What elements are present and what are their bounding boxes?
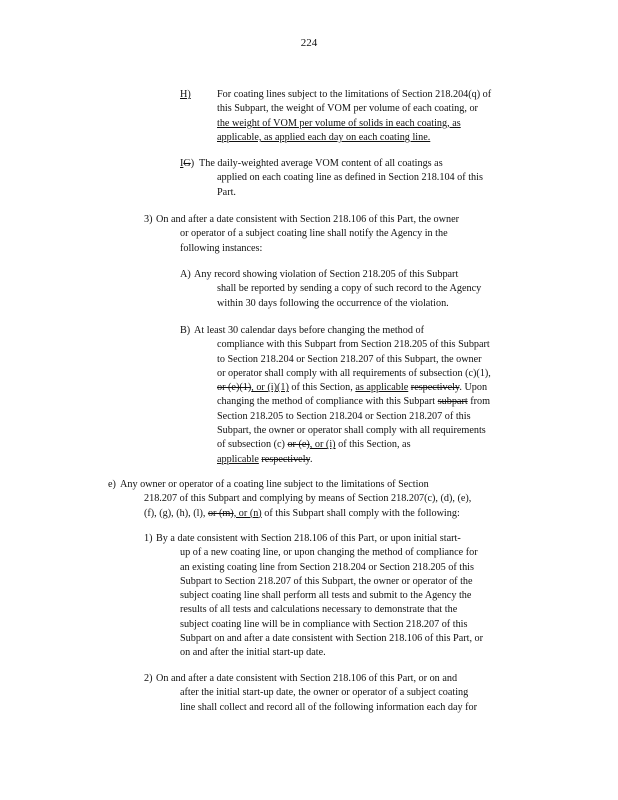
plain-text: .	[309, 453, 313, 465]
text-line: By a date consistent with Section 218.106 of this Part, or upon initial start-	[156, 533, 461, 544]
item-label: e)	[108, 479, 116, 490]
text-line: Section 218.205 to Section 218.204 or Section 218.207 of this	[217, 410, 471, 422]
plain-text: . Upon	[459, 382, 488, 394]
inserted-text: , or (i)	[309, 439, 336, 451]
text-line-mixed	[144, 507, 471, 521]
deleted-text: subpart	[437, 396, 468, 408]
item-B	[180, 324, 190, 338]
item-A-text	[217, 282, 481, 311]
item-1	[144, 532, 153, 546]
item-IG-text-cont	[217, 171, 483, 200]
text-line: within 30 days following the occurrence of the violation.	[217, 297, 449, 309]
plain-text: changing the method of compliance with this Subpart	[217, 396, 438, 408]
item-label: A)	[180, 269, 191, 280]
text-line: The daily-weighted average VOM content of all coatings as	[199, 158, 443, 169]
inserted-line: the weight of VOM per volume of solids in each coating, as	[217, 117, 461, 129]
inserted-text: applicable	[217, 453, 259, 465]
text-line: following instances:	[180, 242, 263, 254]
item-label: 2)	[144, 673, 153, 684]
text-line: On and after a date consistent with Section 218.106 of this Part, or on and	[156, 673, 458, 684]
item-e-first	[120, 478, 429, 492]
text-line: up of a new coating line, or upon changing the method of compliance for	[180, 547, 478, 559]
item-label: 1)	[144, 533, 153, 544]
plain-text: (f), (g), (h), (l),	[144, 507, 208, 519]
deleted-text: respectively	[410, 382, 460, 394]
inserted-text: , or (i)(1)	[251, 382, 289, 394]
deleted-text: respectively	[261, 453, 310, 465]
text-line: Any owner or operator of a coating line subject to the limitations of Section	[120, 479, 429, 490]
item-B-text	[217, 338, 491, 467]
item-label	[180, 157, 194, 171]
text-line: compliance with this Subpart from Section 218.205 of this Subpart	[217, 339, 490, 351]
page-number: 224	[300, 37, 318, 49]
item-A	[180, 268, 191, 282]
text-line: shall be reported by sending a copy of such record to the Agency	[217, 283, 482, 295]
plain-text: of this Section,	[288, 382, 356, 394]
text-line-mixed	[217, 453, 491, 467]
text-line: results of all tests and calculations necessary to demonstrate that the	[180, 604, 458, 616]
text-line-mixed	[217, 438, 491, 452]
text-line: Subpart on and after a date consistent with Section 218.106 of this Part, or	[180, 633, 484, 645]
deleted-text: or (e)(1)	[217, 382, 252, 394]
text-line: subject coating line will be in compliance with Section 218.207 of this	[180, 618, 468, 630]
text-line: to Section 218.204 or Section 218.207 of this Subpart, the owner	[217, 353, 482, 365]
item-1-text	[180, 546, 483, 660]
inserted-line: applicable, as applied each day on each coating line.	[217, 131, 431, 143]
item-A-first	[194, 268, 458, 282]
text-line: after the initial start-up date, the owner or operator of a subject coating	[180, 687, 469, 699]
text-line: 218.207 of this Subpart and complying by means of Section 218.207(c), (d), (e),	[144, 493, 472, 505]
text-line: At least 30 calendar days before changing the method of	[194, 325, 424, 336]
plain-text: of this Subpart shall comply with the following:	[261, 507, 460, 519]
text-line-mixed	[217, 381, 491, 395]
text-line: on and after the initial start-up date.	[180, 647, 326, 659]
text-line: Subpart to Section 218.207 of this Subpart, the owner or operator of the	[180, 575, 473, 587]
inserted-text: as applicable	[355, 382, 409, 394]
item-label: B)	[180, 325, 191, 336]
text-line: Subpart, the owner or operator shall comply with all requirements	[217, 425, 486, 437]
item-e	[108, 478, 116, 492]
deleted-text: or (e)	[287, 439, 310, 451]
label-paren: )	[190, 158, 195, 169]
text-line-mixed	[217, 395, 491, 409]
item-IG-text	[199, 157, 443, 171]
text-line: applied on each coating line as defined in Section 218.104 of this	[217, 172, 483, 184]
item-e-text	[144, 492, 471, 521]
text-line: or operator of a subject coating line shall notify the Agency in the	[180, 228, 448, 240]
item-2	[144, 672, 153, 686]
text-line: Any record showing violation of Section 218.205 of this Subpart	[194, 269, 459, 280]
text-line: this Subpart, the weight of VOM per volume of each coating, or	[217, 103, 478, 115]
text-line: Part.	[217, 186, 236, 198]
plain-text: from	[467, 396, 491, 408]
text-line: or operator shall comply with all requirements of subsection (c)(1),	[217, 367, 491, 379]
item-3-first	[156, 213, 459, 227]
inserted-label: I	[180, 158, 184, 169]
item-2-text	[180, 686, 477, 715]
inserted-text: , or (n)	[233, 507, 262, 519]
item-3	[144, 213, 153, 227]
deleted-text: or (m)	[207, 507, 234, 519]
text-line: subject coating line shall perform all tests and submit to the Agency the	[180, 590, 472, 602]
item-2-first	[156, 672, 457, 686]
deleted-label: G	[183, 158, 191, 169]
plain-text: of subsection (c)	[217, 439, 288, 451]
item-3-text	[180, 227, 448, 256]
item-label: H)	[180, 89, 191, 100]
text-line: For coating lines subject to the limitations of Section 218.204(q) of	[217, 89, 492, 100]
item-label: 3)	[144, 214, 153, 225]
text-line: line shall collect and record all of the following information each day for	[180, 701, 478, 713]
item-B-first	[194, 324, 424, 338]
item-H-text	[217, 88, 491, 145]
item-1-first	[156, 532, 461, 546]
text-line: On and after a date consistent with Section 218.106 of this Part, the owner	[156, 214, 460, 225]
plain-text: of this Section, as	[335, 439, 411, 451]
text-line: an existing coating line from Section 218.204 or Section 218.205 of this	[180, 561, 474, 573]
